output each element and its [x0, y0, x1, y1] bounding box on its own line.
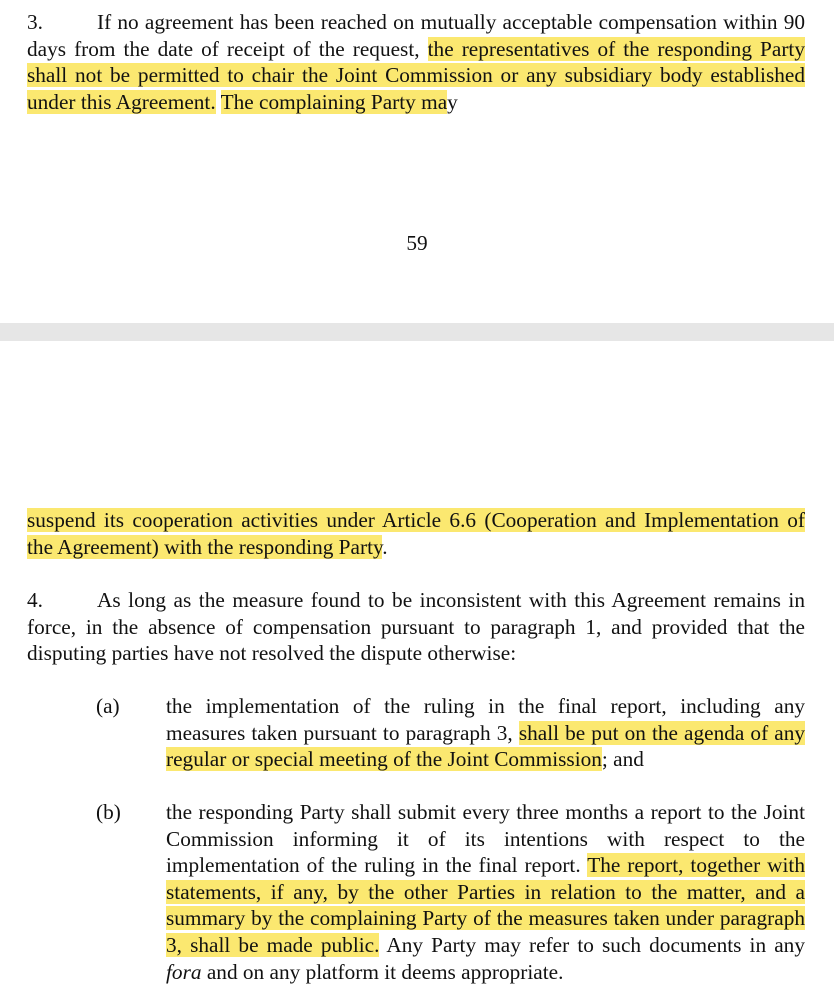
list-item-label: (b): [96, 800, 121, 824]
paragraph-text: y: [447, 89, 458, 114]
paragraph-text: If no agreement has been reached on mutually acceptable compensation within 90 days from the date of receipt of the request,: [27, 10, 805, 61]
paragraph-text: As long as the measure found to be inconsistent with this Agreement remains in force, in the absence of compensation pursuant to paragraph 1, and provided that the disputing parties have not resolved the dispute otherwise:: [27, 588, 805, 666]
list-item-a: [96, 693, 805, 773]
list-item-body: [166, 799, 805, 985]
list-item-label: (a): [96, 694, 120, 718]
page-number: 59: [406, 231, 428, 255]
item-text: Any Party may refer to such documents in any: [379, 932, 805, 957]
item-text: the implementation of the ruling in the final report, including any measures taken pursuant to paragraph 3,: [166, 694, 805, 745]
highlighted-text: The complaining Party ma: [220, 89, 448, 114]
page-separator: [0, 323, 834, 341]
paragraph-text: [216, 90, 221, 114]
highlighted-text: the representatives of the responding Party shall not be permitted to chair the Joint Commission or any subsidiary body established under this Agreement.: [27, 36, 805, 114]
page-top: [0, 0, 834, 323]
paragraph-3: [27, 9, 805, 115]
page-bottom: [0, 341, 834, 1000]
item-text: and on any platform it deems appropriate.: [201, 959, 564, 984]
highlighted-text: shall be put on the agenda of any regular or special meeting of the Joint Commission: [166, 720, 805, 772]
paragraph-number: 3.: [27, 10, 43, 34]
paragraph-text: .: [382, 534, 388, 559]
italic-text: fora: [166, 959, 202, 984]
highlighted-text: The report, together with statements, if any, by the other Parties in relation to the matter, and a summary by the complaining Party of the measures taken under paragraph 3, shall be made public.: [166, 853, 805, 957]
paragraph-4: [27, 587, 805, 667]
paragraph-number: 4.: [27, 588, 43, 612]
paragraph-3-continued: [27, 507, 805, 560]
list-item-b: [96, 799, 805, 985]
list-item-body: [166, 693, 805, 773]
highlighted-text: suspend its cooperation activities under Article 6.6 (Cooperation and Implementation of the Agreement) with the responding Party: [27, 508, 805, 559]
item-text: the responding Party shall submit every three months a report to the Joint Commission informing it of its intentions with respect to the implementation of the ruling in the final report.: [166, 800, 805, 878]
item-text: ; and: [601, 747, 644, 772]
